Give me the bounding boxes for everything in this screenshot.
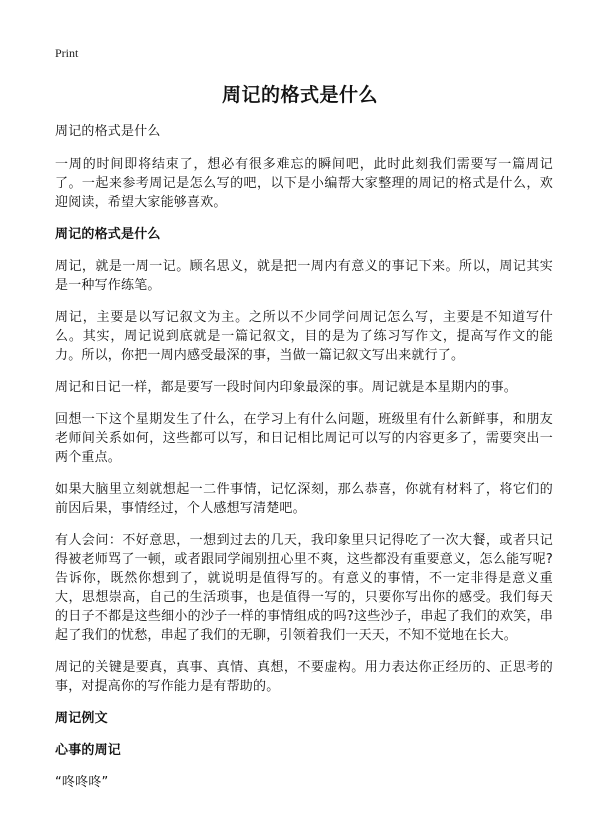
paragraph: 周记的关键是要真，真事、真情、真想，不要虚构。用力表达你正经历的、正思考的事，对提高你的写作能力是有帮助的。 [55, 660, 553, 694]
article-body [55, 122, 553, 805]
paragraph: 周记，就是一周一记。顾名思义，就是把一周内有意义的事记下来。所以，周记其实是一种写作练笔。 [55, 259, 553, 293]
paragraph: 如果大脑里立刻就想起一二件事情，记忆深刻，那么恭喜，你就有材料了，将它们的前因后果，事情经过，个人感想写清楚吧。 [55, 482, 553, 516]
section-heading-format: 周记的格式是什么 [55, 227, 161, 242]
paragraph: 回想一下这个星期发生了什么，在学习上有什么问题，班级里有什么新鲜事，和朋友老师间关系如何，这些都可以写，和日记相比周记可以写的内容更多了，需要突出一两个重点。 [55, 412, 553, 465]
article-subtitle: 周记的格式是什么 [55, 124, 161, 139]
section-heading-examples: 周记例文 [55, 711, 108, 726]
intro-paragraph: 一周的时间即将结束了，想必有很多难忘的瞬间吧，此时此刻我们需要写一篇周记了。一起来参考周记是怎么写的吧，以下是小编帮大家整理的周记的格式是什么，欢迎阅读，希望大家能够喜欢。 [55, 157, 553, 210]
print-link[interactable]: Print [55, 46, 79, 60]
story-first-line: “咚咚咚” [55, 775, 109, 790]
paragraph: 周记和日记一样，都是要写一段时间内印象最深的事。周记就是本星期内的事。 [55, 380, 518, 395]
paragraph: 周记，主要是以写记叙文为主。之所以不少同学问周记怎么写，主要是不知道写什么。其实，周记说到底就是一篇记叙文，目的是为了练习写作文，提高写作文的能力。所以，你把一周内感受最深的事，当做一篇记叙文写出来就行了。 [55, 310, 553, 363]
paragraph: 有人会问：不好意思，一想到过去的几天，我印象里只记得吃了一次大餐，或者只记得被老师骂了一顿，或者跟同学闹别扭心里不爽，这些都没有重要意义，怎么能写呢?告诉你，既然你想到了，就说明是值得写的。有意义的事情，不一定非得是意义重大，思想崇高，自己的生活琐事，也是值得一写的，只要你写出你的感受。我们每天的日子不都是这些细小的沙子一样的事情组成的吗?这些沙子，串起了我们的欢笑，串起了我们的忧愁，串起了我们的无聊，引领着我们一天天，不知不觉地在长大。 [55, 533, 553, 643]
page-title: 周记的格式是什么 [221, 84, 378, 106]
section-heading-story: 心事的周记 [55, 743, 122, 758]
